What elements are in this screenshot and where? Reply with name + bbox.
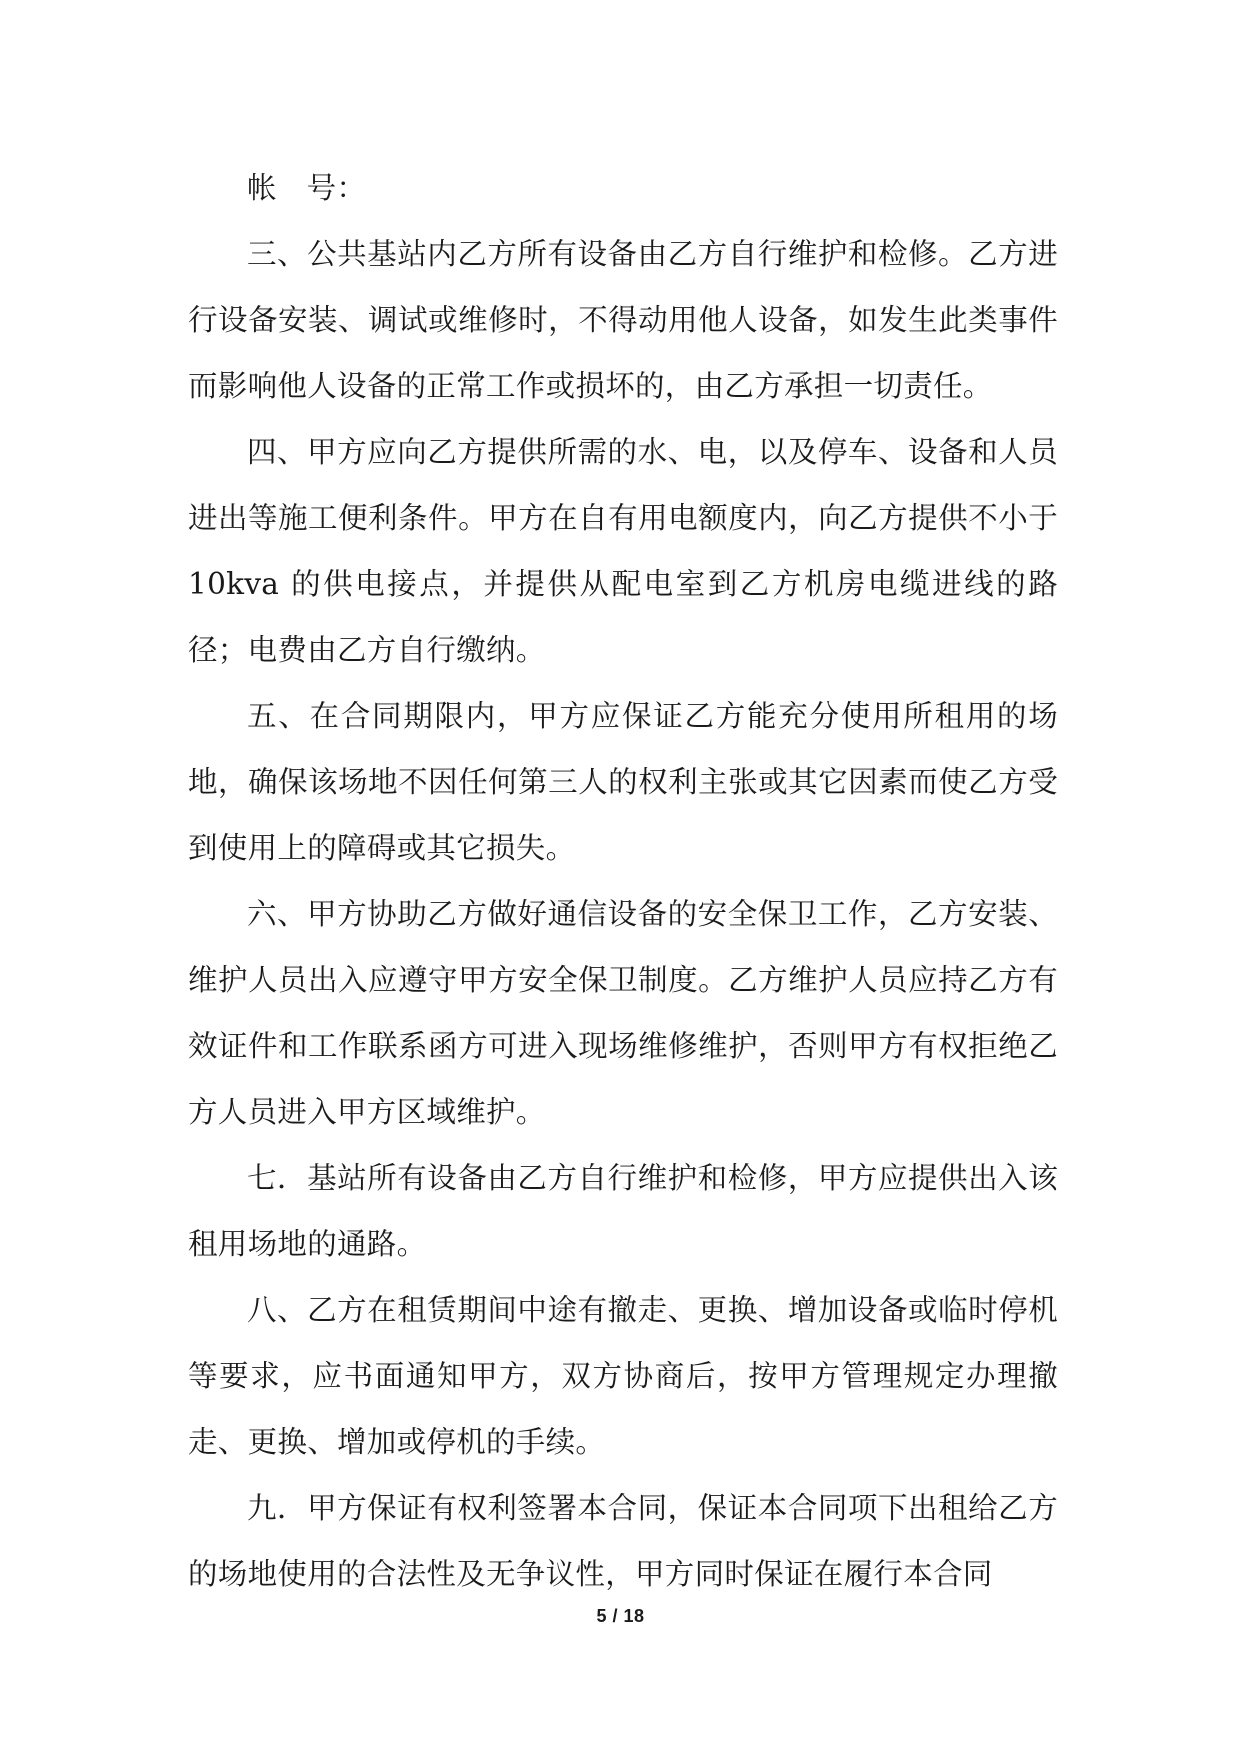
paragraph-clause-7: 七．基站所有设备由乙方自行维护和检修，甲方应提供出入该租用场地的通路。 bbox=[188, 1161, 1058, 1261]
paragraph-clause-3: 三、公共基站内乙方所有设备由乙方自行维护和检修。乙方进行设备安装、调试或维修时，不得动用他人设备，如发生此类事件而影响他人设备的正常工作或损坏的，由乙方承担一切责任。 bbox=[188, 237, 1058, 403]
paragraph-clause-6: 六、甲方协助乙方做好通信设备的安全保卫工作，乙方安装、维护人员出入应遵守甲方安全保卫制度。乙方维护人员应持乙方有效证件和工作联系函方可进入现场维修维护，否则甲方有权拒绝乙方人员进入甲方区域维护。 bbox=[188, 897, 1058, 1129]
document-body bbox=[188, 155, 1058, 1607]
paragraph-account: 帐 号： bbox=[247, 171, 367, 205]
page-number: 5 / 18 bbox=[596, 1606, 645, 1626]
paragraph-clause-9: 九．甲方保证有权利签署本合同，保证本合同项下出租给乙方的场地使用的合法性及无争议性，甲方同时保证在履行本合同 bbox=[188, 1491, 1058, 1591]
paragraph-clause-4: 四、甲方应向乙方提供所需的水、电，以及停车、设备和人员进出等施工便利条件。甲方在自有用电额度内，向乙方提供不小于 10kva 的供电接点，并提供从配电室到乙方机房电缆进线的路径；电费由乙方自行缴纳。 bbox=[188, 435, 1058, 667]
paragraph-clause-8: 八、乙方在租赁期间中途有撤走、更换、增加设备或临时停机等要求，应书面通知甲方，双方协商后，按甲方管理规定办理撤走、更换、增加或停机的手续。 bbox=[188, 1293, 1058, 1459]
paragraph-clause-5: 五、在合同期限内，甲方应保证乙方能充分使用所租用的场地，确保该场地不因任何第三人的权利主张或其它因素而使乙方受到使用上的障碍或其它损失。 bbox=[188, 699, 1058, 865]
